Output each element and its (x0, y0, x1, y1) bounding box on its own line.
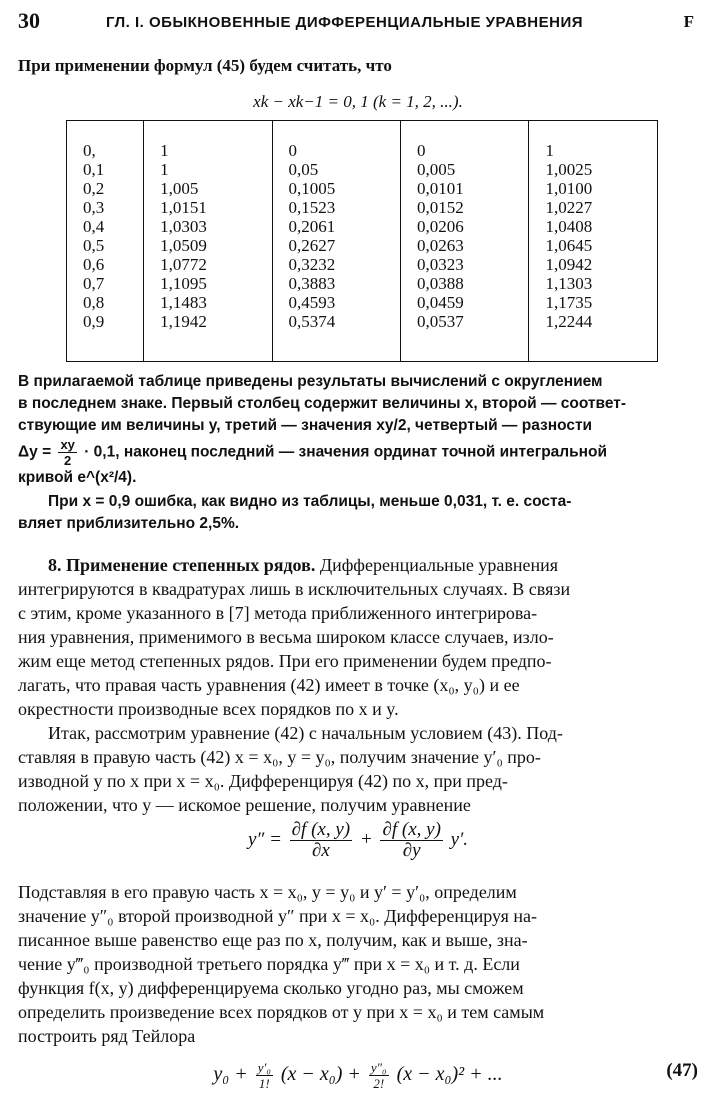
equation-number: (47) (666, 1060, 698, 1081)
intro-line: При применении формул (45) будем считать, что (18, 56, 392, 75)
table-cell: 0,0323 (417, 255, 464, 274)
note-line: в последнем знаке. Первый столбец содержит величины x, второй — соответ- (18, 395, 627, 412)
table-cell: 1,0025 (545, 160, 593, 179)
table-cell: 1,0509 (160, 236, 207, 255)
section-heading: 8. Применение степенных рядов. (48, 555, 316, 575)
table-cell: 1,0151 (160, 198, 207, 217)
table-cell: 0,6 (83, 255, 105, 274)
table-cell: 1 (545, 141, 554, 160)
section-line: окрестности производные всех порядков по x и y. (18, 699, 399, 719)
note-line-fraction (18, 437, 700, 468)
table-cell: 1 (160, 160, 169, 179)
fraction-denominator: 1! (258, 1076, 270, 1091)
section-line: ния уравнения, применимого в весьма широком классе случаев, изло- (18, 627, 554, 647)
table-cell: 0,005 (417, 160, 456, 179)
text-line: функция f(x, y) дифференцируема сколько угодно раз, мы сможем (18, 978, 524, 998)
taylor-term-0: y₀ + (213, 1063, 248, 1086)
eq-tail: y′. (450, 828, 468, 850)
section-line: изводной y по x при x = x₀. Дифференцируя (42) по x, при пред- (18, 771, 508, 791)
table-cell: 0,0101 (417, 179, 464, 198)
results-table (66, 120, 658, 362)
section-line: Итак, рассмотрим уравнение (42) с начальным условием (43). Под- (48, 723, 563, 743)
equation-second-derivative (0, 820, 716, 870)
table-cell: 0,9 (83, 312, 105, 331)
table-bottom-row (67, 331, 658, 362)
fraction-numerator: ∂f (x, y) (382, 819, 441, 840)
table-cell: 0,0537 (417, 312, 464, 331)
table-cell: 1,1303 (545, 274, 593, 293)
table-cell: 0 (417, 141, 426, 160)
note-line: вляет приблизительно 2,5%. (18, 515, 240, 532)
fraction-denominator: 2! (373, 1076, 385, 1091)
table-cell: 1,1942 (160, 312, 207, 331)
column-y (144, 141, 272, 331)
text-line: чение y‴₀ производной третьего порядка y‴ при x = x₀ и т. д. Если (18, 954, 520, 974)
section-line: лагать, что правая часть уравнения (42) имеет в точке (x₀, y₀) и ее (18, 675, 520, 695)
fraction-numerator: ∂f (x, y) (291, 819, 351, 840)
corner-mark: F (683, 12, 694, 31)
equation-taylor (0, 1060, 716, 1091)
table-top-row (67, 121, 658, 142)
table-cell: 0,0459 (417, 293, 464, 312)
table-cell: 0,2061 (288, 217, 336, 236)
table-cell: 0,5 (83, 236, 105, 255)
column-delta-y (401, 141, 529, 331)
text-line: писанное выше равенство еще раз по x, получим, как и выше, зна- (18, 930, 528, 950)
fraction-df-dx (290, 820, 352, 861)
table-cell: 0,0388 (417, 274, 464, 293)
table-cell: 1,0942 (545, 255, 593, 274)
section-line: с этим, кроме указанного в [7] метода приближенного интегрирова- (18, 603, 538, 623)
table-cell: 0, (83, 141, 96, 160)
table-cell: 0,0206 (417, 217, 464, 236)
section-line: интегрируются в квадратурах лишь в исключительных случаях. В связи (18, 579, 571, 599)
table-cell: 1,0303 (160, 217, 207, 236)
text-line: определить произведение всех порядков от y при x = x₀ и тем самым (18, 1002, 545, 1022)
table-cell: 0,3 (83, 198, 105, 217)
fraction-denominator: ∂y (402, 840, 421, 861)
section-line: жим еще метод степенных рядов. При его применении будем предпо- (18, 651, 552, 671)
table-cell: 1,1735 (545, 293, 593, 312)
table-cell: 0,1 (83, 160, 105, 179)
eq-plus: + (359, 828, 373, 850)
note-line: ствующие им величины y, третий — значения xy/2, четвертый — разности (18, 417, 593, 434)
section-line: ставляя в правую часть (42) x = x₀, y = y₀, получим значение y′₀ про- (18, 747, 541, 767)
table-cell: 1,0772 (160, 255, 207, 274)
text-line: Подставляя в его правую часть x = x₀, y = y₀ и y′ = y′₀, определим (18, 882, 517, 902)
text-line: построить ряд Тейлора (18, 1026, 196, 1046)
table-cell: 1,0100 (545, 179, 593, 198)
table-cell: 0 (288, 141, 298, 160)
section-first-line (18, 553, 700, 577)
note-line: В прилагаемой таблице приведены результаты вычислений с округлением (18, 373, 603, 390)
table-cell: 1,0645 (545, 236, 593, 255)
taylor-term-1: (x − x₀) + (280, 1063, 361, 1086)
note-tail: · 0,1, наконец последний — значения ординат точной интегральной (84, 443, 608, 461)
table-cell: 0,1005 (288, 179, 336, 198)
table-cell: 1,1095 (160, 274, 207, 293)
column-xy-half (272, 141, 400, 331)
fraction-numerator: xy (60, 437, 75, 452)
section-text: Дифференциальные уравнения (315, 555, 559, 575)
column-x (67, 141, 144, 331)
table-cell: 1 (160, 141, 169, 160)
table-cell: 0,4593 (288, 293, 336, 312)
fraction-df-dy (380, 820, 442, 861)
fraction-numerator: y″₀ (370, 1060, 387, 1075)
table-cell: 0,05 (288, 160, 319, 179)
table-cell: 0,0263 (417, 236, 464, 255)
table-cell: 1,2244 (545, 312, 593, 331)
section-line: положении, что y — искомое решение, получим уравнение (18, 795, 471, 815)
fraction-numerator: y′₀ (257, 1060, 271, 1075)
table-cell: 0,5374 (288, 312, 336, 331)
table-cell: 1,005 (160, 179, 199, 198)
table-cell: 0,2627 (288, 236, 336, 255)
taylor-term-2: (x − x₀)² + ... (396, 1063, 503, 1086)
table-cell: 0,0152 (417, 198, 464, 217)
page-header (18, 8, 698, 34)
page-number: 30 (18, 8, 40, 33)
fraction-denominator: 2 (64, 453, 72, 468)
table-cell: 0,3232 (288, 255, 336, 274)
table-cell: 0,8 (83, 293, 105, 312)
fraction-xy-2 (58, 437, 76, 468)
fraction-second-coef (369, 1060, 389, 1091)
fraction-denominator: ∂x (311, 840, 330, 861)
text-line: значение y″₀ второй производной y″ при x = x₀. Дифференцируя на- (18, 906, 537, 926)
note-delta: Δy = (18, 443, 52, 461)
fraction-first-coef (256, 1060, 273, 1091)
note-line: кривой e^(x²/4). (18, 469, 137, 486)
table-cell: 0,3883 (288, 274, 336, 293)
column-exact (529, 141, 658, 331)
table-cell: 1,0227 (545, 198, 593, 217)
table-body-row (67, 141, 658, 331)
table-cell: 0,4 (83, 217, 105, 236)
table-cell: 0,2 (83, 179, 105, 198)
table-cell: 0,1523 (288, 198, 336, 217)
formula-step: xk − xk−1 = 0, 1 (k = 1, 2, ...). (253, 92, 463, 111)
table-cell: 1,0408 (545, 217, 593, 236)
eq-lhs: y″ = (248, 828, 282, 850)
table-cell: 0,7 (83, 274, 105, 293)
note-line: При x = 0,9 ошибка, как видно из таблицы, меньше 0,031, т. е. соста- (48, 493, 572, 510)
running-head: ГЛ. I. ОБЫКНОВЕННЫЕ ДИФФЕРЕНЦИАЛЬНЫЕ УРАВНЕНИЯ (106, 14, 584, 31)
table-cell: 1,1483 (160, 293, 207, 312)
